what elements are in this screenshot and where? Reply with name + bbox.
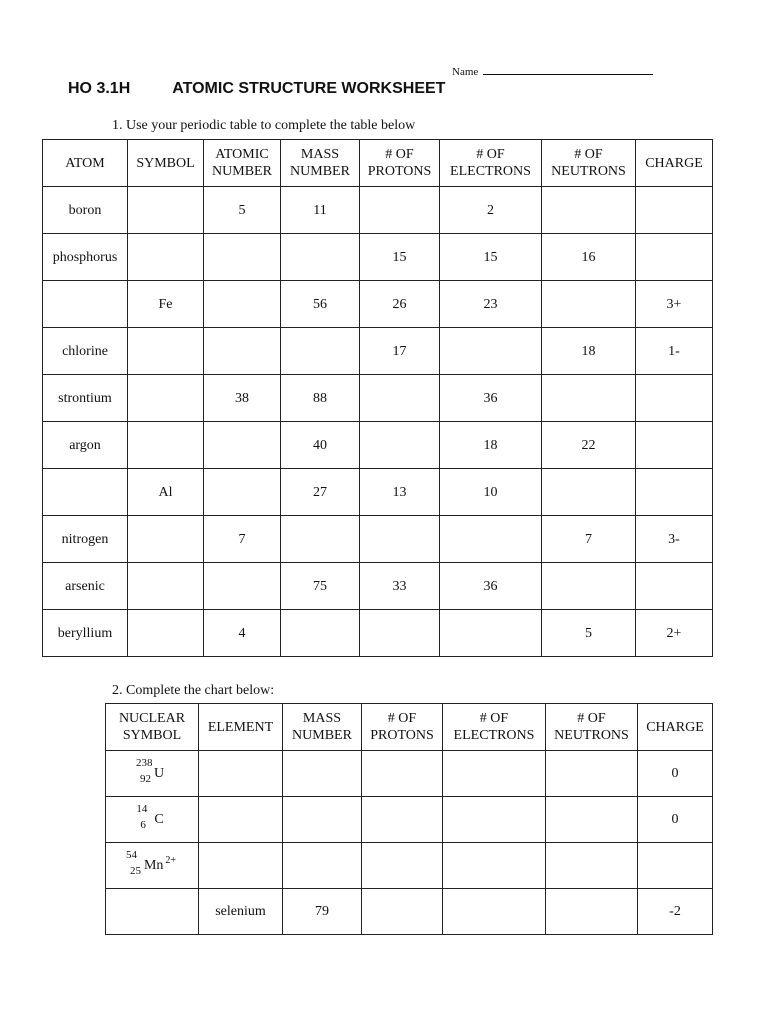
cell-of-electrons: 36: [440, 563, 542, 610]
element-symbol: C: [154, 811, 164, 827]
atomic-structure-table: [42, 139, 713, 657]
cell-of-neutrons: 18: [542, 328, 636, 375]
name-blank-line[interactable]: [483, 64, 653, 75]
table-row: [43, 469, 713, 516]
cell-atomic-number: 7: [204, 516, 281, 563]
cell-atom: boron: [43, 187, 128, 234]
cell-of-neutrons: 16: [542, 234, 636, 281]
table-row: [43, 281, 713, 328]
cell-atomic-number[interactable]: [204, 563, 281, 610]
cell-charge[interactable]: [636, 375, 713, 422]
header-of-electrons: # OF ELECTRONS: [443, 704, 546, 751]
handout-code: HO 3.1H: [68, 80, 131, 97]
cell-charge: 2+: [636, 610, 713, 657]
cell-atomic-number[interactable]: [204, 234, 281, 281]
header-atom: ATOM: [43, 140, 128, 187]
cell-of-electrons[interactable]: [443, 889, 546, 935]
cell-charge[interactable]: [636, 422, 713, 469]
cell-charge[interactable]: [638, 843, 713, 889]
header-mass-number: MASS NUMBER: [283, 704, 362, 751]
atomic-number-subscript: 6: [140, 818, 146, 831]
cell-element[interactable]: [199, 751, 283, 797]
table-row: [43, 187, 713, 234]
cell-of-neutrons[interactable]: [546, 797, 638, 843]
header-nuclear-symbol: NUCLEAR SYMBOL: [106, 704, 199, 751]
cell-of-protons[interactable]: [362, 751, 443, 797]
cell-of-protons: 13: [360, 469, 440, 516]
cell-of-electrons[interactable]: [443, 751, 546, 797]
cell-atomic-number: 38: [204, 375, 281, 422]
cell-charge: -2: [638, 889, 713, 935]
cell-of-electrons: 36: [440, 375, 542, 422]
cell-element: selenium: [199, 889, 283, 935]
cell-charge: 1-: [636, 328, 713, 375]
cell-charge: 3+: [636, 281, 713, 328]
header-of-protons: # OF PROTONS: [360, 140, 440, 187]
cell-of-protons: 17: [360, 328, 440, 375]
table-row: [106, 843, 713, 889]
cell-atomic-number: 5: [204, 187, 281, 234]
header-mass-number: MASS NUMBER: [281, 140, 360, 187]
cell-of-protons[interactable]: [360, 422, 440, 469]
cell-symbol: Fe: [128, 281, 204, 328]
cell-charge[interactable]: [636, 234, 713, 281]
cell-atom[interactable]: [43, 469, 128, 516]
section2-instruction: 2. Complete the chart below:: [112, 683, 275, 698]
cell-of-protons[interactable]: [362, 889, 443, 935]
cell-charge: 0: [638, 751, 713, 797]
cell-of-electrons: 18: [440, 422, 542, 469]
header-charge: CHARGE: [638, 704, 713, 751]
section1-instruction: 1. Use your periodic table to complete the table below: [112, 118, 416, 133]
cell-mass-number[interactable]: [283, 751, 362, 797]
cell-of-neutrons[interactable]: [542, 469, 636, 516]
cell-of-protons: 26: [360, 281, 440, 328]
cell-symbol[interactable]: [128, 187, 204, 234]
cell-of-protons[interactable]: [360, 610, 440, 657]
cell-atom: chlorine: [43, 328, 128, 375]
nuclear-symbol: [135, 756, 166, 785]
mass-number-superscript: 14: [136, 802, 148, 815]
page-title: [68, 80, 445, 98]
cell-symbol[interactable]: [128, 563, 204, 610]
cell-nuclear-symbol[interactable]: [106, 889, 199, 935]
table-row: [43, 375, 713, 422]
cell-element[interactable]: [199, 843, 283, 889]
cell-element[interactable]: [199, 797, 283, 843]
cell-symbol[interactable]: [128, 375, 204, 422]
atomic-number-subscript: 92: [139, 772, 151, 785]
cell-atom: nitrogen: [43, 516, 128, 563]
cell-atom[interactable]: [43, 281, 128, 328]
header-charge: CHARGE: [636, 140, 713, 187]
cell-of-protons[interactable]: [360, 375, 440, 422]
header-atomic-number: ATOMIC NUMBER: [204, 140, 281, 187]
table-row: [43, 328, 713, 375]
cell-of-protons[interactable]: [360, 187, 440, 234]
name-label: Name: [452, 66, 479, 78]
name-field[interactable]: [452, 64, 653, 78]
cell-symbol[interactable]: [128, 328, 204, 375]
cell-atom: strontium: [43, 375, 128, 422]
cell-of-neutrons: 22: [542, 422, 636, 469]
cell-atom: phosphorus: [43, 234, 128, 281]
element-symbol: Mn: [143, 857, 164, 873]
header-element: ELEMENT: [199, 704, 283, 751]
cell-atom: argon: [43, 422, 128, 469]
cell-of-electrons[interactable]: [440, 516, 542, 563]
element-symbol: U: [153, 765, 165, 781]
cell-of-protons[interactable]: [362, 797, 443, 843]
cell-charge[interactable]: [636, 563, 713, 610]
cell-of-neutrons: 5: [542, 610, 636, 657]
cell-mass-number[interactable]: [281, 610, 360, 657]
cell-of-neutrons: 7: [542, 516, 636, 563]
worksheet-title: ATOMIC STRUCTURE WORKSHEET: [172, 80, 446, 97]
cell-of-neutrons[interactable]: [542, 563, 636, 610]
cell-of-electrons[interactable]: [440, 328, 542, 375]
cell-of-neutrons[interactable]: [546, 889, 638, 935]
cell-of-electrons[interactable]: [440, 610, 542, 657]
cell-of-protons: 33: [360, 563, 440, 610]
cell-atomic-number[interactable]: [204, 422, 281, 469]
header-of-neutrons: # OF NEUTRONS: [542, 140, 636, 187]
cell-charge[interactable]: [636, 469, 713, 516]
cell-nuclear-symbol: [106, 797, 199, 843]
cell-mass-number: 88: [281, 375, 360, 422]
table-row: [43, 516, 713, 563]
cell-of-electrons[interactable]: [443, 797, 546, 843]
cell-mass-number: 27: [281, 469, 360, 516]
cell-mass-number[interactable]: [281, 516, 360, 563]
cell-symbol[interactable]: [128, 610, 204, 657]
cell-atomic-number: 4: [204, 610, 281, 657]
ion-charge-superscript: 2+: [165, 854, 177, 866]
cell-mass-number[interactable]: [283, 797, 362, 843]
cell-of-electrons: 23: [440, 281, 542, 328]
cell-atomic-number[interactable]: [204, 469, 281, 516]
cell-nuclear-symbol: [106, 751, 199, 797]
cell-mass-number: 56: [281, 281, 360, 328]
cell-of-protons[interactable]: [360, 516, 440, 563]
cell-mass-number: 11: [281, 187, 360, 234]
nuclear-symbol: [136, 802, 165, 831]
cell-charge: 3-: [636, 516, 713, 563]
cell-of-neutrons[interactable]: [542, 375, 636, 422]
mass-number-superscript: 238: [135, 756, 153, 769]
cell-of-neutrons[interactable]: [542, 187, 636, 234]
table-row: [43, 563, 713, 610]
cell-mass-number: 79: [283, 889, 362, 935]
header-of-protons: # OF PROTONS: [362, 704, 443, 751]
cell-of-neutrons[interactable]: [542, 281, 636, 328]
cell-atom: arsenic: [43, 563, 128, 610]
atomic-number-subscript: 25: [129, 864, 141, 877]
cell-charge[interactable]: [636, 187, 713, 234]
cell-atomic-number[interactable]: [204, 328, 281, 375]
cell-of-neutrons[interactable]: [546, 843, 638, 889]
cell-of-neutrons[interactable]: [546, 751, 638, 797]
cell-mass-number: 40: [281, 422, 360, 469]
mass-number-superscript: 54: [125, 848, 137, 861]
header-of-electrons: # OF ELECTRONS: [440, 140, 542, 187]
nuclear-symbol-table: [105, 703, 713, 935]
cell-mass-number[interactable]: [283, 843, 362, 889]
cell-of-electrons: 15: [440, 234, 542, 281]
cell-symbol: Al: [128, 469, 204, 516]
cell-of-protons: 15: [360, 234, 440, 281]
cell-atomic-number[interactable]: [204, 281, 281, 328]
cell-symbol[interactable]: [128, 234, 204, 281]
cell-of-protons[interactable]: [362, 843, 443, 889]
cell-mass-number[interactable]: [281, 234, 360, 281]
table-row: [43, 610, 713, 657]
header-symbol: SYMBOL: [128, 140, 204, 187]
table-row: [43, 422, 713, 469]
cell-mass-number: 75: [281, 563, 360, 610]
cell-of-electrons: 10: [440, 469, 542, 516]
cell-atom: beryllium: [43, 610, 128, 657]
header-of-neutrons: # OF NEUTRONS: [546, 704, 638, 751]
table-row: [106, 751, 713, 797]
cell-of-electrons[interactable]: [443, 843, 546, 889]
cell-symbol[interactable]: [128, 422, 204, 469]
cell-of-electrons: 2: [440, 187, 542, 234]
nuclear-symbol: [125, 848, 177, 877]
cell-charge: 0: [638, 797, 713, 843]
table-row: [43, 234, 713, 281]
table-row: [106, 797, 713, 843]
cell-symbol[interactable]: [128, 516, 204, 563]
cell-mass-number[interactable]: [281, 328, 360, 375]
cell-nuclear-symbol: [106, 843, 199, 889]
table-row: [106, 889, 713, 935]
